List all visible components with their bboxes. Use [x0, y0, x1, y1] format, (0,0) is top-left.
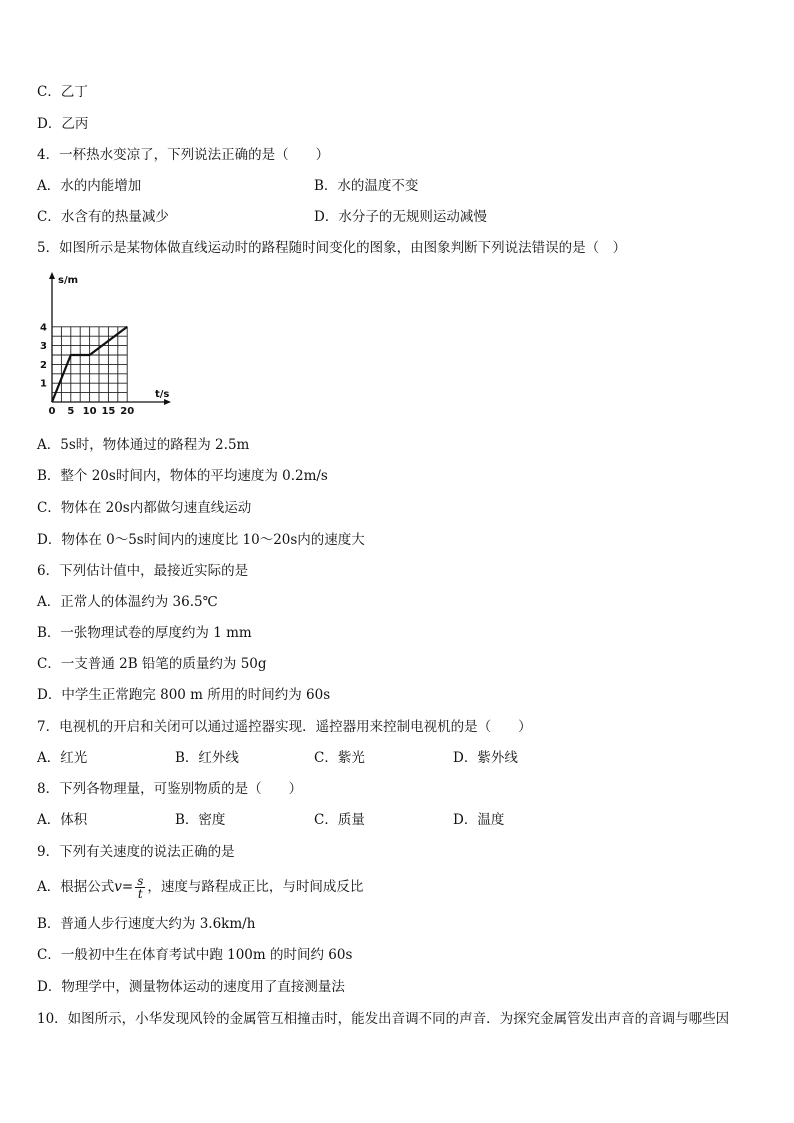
graph-y-ticks	[40, 322, 47, 389]
graph-x-label: t/s	[155, 389, 170, 400]
q3-option-c: C．乙丁	[37, 84, 88, 100]
q8-stem: 8．下列各物理量，可鉴别物质的是（ ）	[37, 781, 303, 797]
q10-stem: 10．如图所示，小华发现风铃的金属管互相撞击时，能发出音调不同的声音．为探究金属管发出声音的音调与哪些因	[37, 1011, 730, 1027]
graph-x-ticks	[49, 406, 135, 417]
q4-option-d: D．水分子的无规则运动减慢	[314, 209, 487, 225]
q8-option-c: C．质量	[314, 812, 365, 828]
q4-option-b: B．水的温度不变	[314, 178, 419, 194]
q7-option-b: B．红外线	[175, 750, 239, 766]
x-tick-label: 0	[48, 406, 56, 417]
q7-option-d: D．紫外线	[453, 750, 518, 766]
q9-option-a-prefix: A．根据公式	[37, 879, 115, 895]
x-tick-label: 15	[101, 406, 116, 417]
q5-option-b: B．整个 20s时间内，物体的平均速度为 0.2m/s	[37, 468, 328, 484]
q6-option-b: B．一张物理试卷的厚度约为 1 mm	[37, 625, 252, 641]
q6-stem: 6．下列估计值中，最接近实际的是	[37, 563, 249, 579]
q8-option-a: A．体积	[37, 812, 88, 828]
q4-option-a: A．水的内能增加	[37, 178, 142, 194]
y-tick-label: 2	[40, 359, 47, 371]
q9-option-a-suffix: ，速度与路程成正比，与时间成反比	[147, 879, 364, 895]
q3-option-d: D．乙丙	[37, 116, 89, 132]
formula-numerator: s	[137, 874, 144, 888]
formula-denominator: t	[137, 887, 143, 901]
q5-option-d: D．物体在 0～5s时间内的速度比 10～20s内的速度大	[37, 532, 365, 548]
q9-option-d: D．物理学中，测量物体运动的速度用了直接测量法	[37, 979, 345, 995]
q5-stem: 5．如图所示是某物体做直线运动时的路程随时间变化的图象，由图象判断下列说法错误的是（ ）	[37, 240, 627, 256]
q5-option-a: A．5s时，物体通过的路程为 2.5m	[37, 437, 250, 453]
q7-stem: 7．电视机的开启和关闭可以通过遥控器实现．遥控器用来控制电视机的是（ ）	[37, 719, 532, 735]
formula-fraction	[135, 875, 145, 900]
q4-stem: 4．一杯热水变凉了，下列说法正确的是（ ）	[37, 147, 330, 163]
q8-option-d: D．温度	[453, 812, 505, 828]
q4-option-c: C．水含有的热量减少	[37, 209, 169, 225]
x-tick-label: 5	[67, 406, 75, 417]
q6-option-d: D．中学生正常跑完 800 m 所用的时间约为 60s	[37, 687, 331, 703]
y-tick-label: 3	[40, 341, 47, 353]
q9-option-a	[37, 872, 363, 902]
y-tick-label: 4	[40, 322, 47, 334]
q9-option-b: B．普通人步行速度大约为 3.6km/h	[37, 916, 256, 932]
graph-grid	[52, 327, 127, 402]
q9-stem: 9．下列有关速度的说法正确的是	[37, 844, 235, 860]
formula-v: v	[114, 879, 122, 895]
q7-option-c: C．紫光	[314, 750, 365, 766]
q6-option-c: C．一支普通 2B 铅笔的质量约为 50g	[37, 656, 267, 672]
st-graph	[34, 268, 174, 418]
graph-y-label: s/m	[58, 275, 79, 286]
q8-option-b: B．密度	[175, 812, 226, 828]
y-tick-label: 1	[40, 378, 47, 390]
formula-equals: =	[121, 879, 134, 895]
q5-option-c: C．物体在 20s内都做匀速直线运动	[37, 500, 252, 516]
x-tick-label: 20	[120, 406, 135, 417]
q6-option-a: A．正常人的体温约为 36.5℃	[37, 594, 218, 610]
q7-option-a: A．红光	[37, 750, 88, 766]
q9-option-c: C．一般初中生在体育考试中跑 100m 的时间约 60s	[37, 947, 353, 963]
y-axis-arrow	[49, 272, 55, 279]
x-tick-label: 10	[82, 406, 97, 417]
